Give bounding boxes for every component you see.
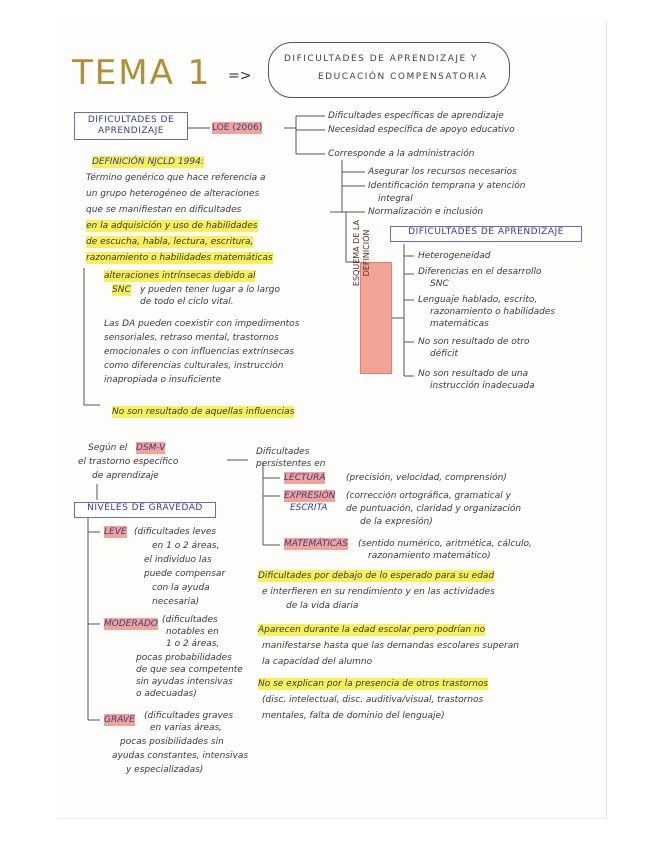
esquema-box: DIFICULTADES DE APRENDIZAJE	[390, 226, 582, 242]
dsm-label: DSM-V	[136, 443, 166, 453]
bullet-1-line-1: Dificultades por debajo de lo esperado para su edad	[258, 571, 495, 581]
bullet-2-line-2: manifestarse hasta que las demandas escolares superan	[262, 641, 519, 651]
no-resultado: No son resultado de aquellas influencias	[112, 407, 295, 417]
area-expresion-desc-2: de puntuación, claridad y organización	[346, 504, 522, 514]
grave-5: y especializadas)	[126, 765, 204, 775]
dsm-intro-3: de aprendizaje	[92, 471, 159, 481]
leve-6: necesaria)	[152, 597, 200, 607]
esquema-item-7: No son resultado de otro	[418, 337, 530, 347]
coexistir-1: Las DA pueden coexistir con impedimentos	[104, 319, 300, 329]
area-matematicas-desc-2: razonamiento matemático)	[368, 551, 491, 561]
coexistir-2: sensoriales, retraso mental, trastornos	[104, 333, 279, 343]
bullet-3-line-3: mentales, falta de dominio del lenguaje)	[262, 711, 445, 721]
leve-5: con la ayuda	[152, 583, 210, 593]
def-line-2: un grupo heterogéneo de alteraciones	[86, 189, 260, 199]
esquema-item-5: razonamiento o habilidades	[430, 307, 556, 317]
loe-label: LOE (2006)	[212, 123, 263, 133]
bullet-3-line-1: No se explican por la presencia de otros trastornos	[258, 679, 489, 689]
box-line-2: APRENDIZAJE	[97, 126, 164, 136]
bullet-1-line-2: e interfieren en su rendimiento y en las actividades	[262, 587, 495, 597]
grave-2: en varias áreas,	[150, 723, 223, 733]
admin-item-3: integral	[378, 194, 413, 204]
dsm-intro-1: Según el	[88, 443, 128, 453]
area-lectura-desc: (precisión, velocidad, comprensión)	[346, 473, 507, 483]
def-line-3: que se manifiestan en dificultades	[86, 205, 242, 215]
implies-arrow: =>	[228, 68, 252, 84]
esquema-vertical-label: ESQUEMA DE LA DEFINICIÓN	[352, 219, 371, 287]
esquema-item-9: No son resultado de una	[418, 369, 529, 379]
esquema-item-10: instrucción inadecuada	[430, 381, 535, 391]
subject-cloud	[268, 42, 510, 98]
area-matematicas-desc-1: (sentido numérico, aritmética, cálculo,	[358, 539, 532, 549]
dificultades-persistentes-2: persistentes en	[256, 459, 326, 469]
dificultades-box	[74, 112, 188, 140]
leve-2: en 1 o 2 áreas,	[152, 541, 220, 551]
loe-item-1: Dificultades específicas de aprendizaje	[328, 111, 504, 121]
moderado-2: notables en	[166, 627, 219, 637]
bullet-2-line-1: Aparecen durante la edad escolar pero podrían no	[258, 625, 486, 635]
grave-3: pocas posibilidades sin	[120, 737, 224, 747]
leve-4: puede compensar	[144, 569, 226, 579]
grave-label: GRAVE	[104, 715, 135, 725]
moderado-label: MODERADO	[104, 619, 158, 629]
def-line-5: de escucha, habla, lectura, escritura,	[86, 237, 254, 247]
bullet-3-line-2: (disc. intelectual, disc. auditiva/visual, trastornos	[262, 695, 484, 705]
esquema-item-8: déficit	[430, 349, 459, 359]
intrinsecas-3: y pueden tener lugar a lo largo	[140, 285, 280, 295]
esquema-item-4: Lenguaje hablado, escrito,	[418, 295, 538, 305]
leve-label: LEVE	[104, 527, 127, 537]
bullet-1-line-3: de la vida diaria	[286, 601, 359, 611]
admin-item-2: Identificación temprana y atención	[368, 181, 526, 191]
area-escrita: ESCRITA	[290, 503, 328, 513]
area-matematicas: MATEMÁTICAS	[284, 539, 349, 549]
leve-1: (dificultades leves	[134, 527, 217, 537]
leve-3: el individuo las	[144, 555, 212, 565]
gravedad-box: NIVELES DE GRAVEDAD	[74, 502, 216, 518]
admin-item-4: Normalización e inclusión	[368, 207, 484, 217]
cloud-line-2: EDUCACIÓN COMPENSATORIA	[318, 72, 488, 82]
area-lectura: LECTURA	[284, 473, 326, 483]
definicion-label: DEFINICIÓN NJCLD 1994:	[92, 157, 204, 167]
moderado-7: o adecuadas)	[136, 689, 197, 699]
def-line-6: razonamiento o habilidades matemáticas	[86, 253, 273, 263]
grave-4: ayudas constantes, intensivas	[112, 751, 249, 761]
intrinsecas-4: de todo el ciclo vital.	[140, 297, 234, 307]
loe-item-2: Necesidad específica de apoyo educativo	[328, 125, 515, 135]
def-line-1: Término genérico que hace referencia a	[86, 173, 266, 183]
intrinsecas-1: alteraciones intrínsecas debido al	[104, 271, 256, 281]
esquema-item-3: SNC	[430, 279, 449, 289]
area-expresion-desc-3: de la expresión)	[360, 517, 433, 527]
moderado-6: sin ayudas intensivas	[136, 677, 233, 687]
esquema-item-2: Diferencias en el desarrollo	[418, 267, 542, 277]
esquema-item-1: Heterogeneidad	[418, 251, 491, 261]
dsm-intro-2: el trastorno específico	[78, 457, 179, 467]
coexistir-3: emocionales o con influencias extrínsecas	[104, 347, 295, 357]
cloud-line-1: DIFICULTADES DE APRENDIZAJE Y	[284, 54, 479, 64]
loe-item-3: Corresponde a la administración	[328, 149, 475, 159]
box-line-1: DIFICULTADES DE	[87, 115, 175, 125]
area-expresion: EXPRESIÓN	[284, 491, 336, 501]
grave-1: (dificultades graves	[144, 711, 234, 721]
bullet-2-line-3: la capacidad del alumno	[262, 657, 373, 667]
moderado-3: 1 o 2 áreas,	[166, 639, 220, 649]
page-title: TEMA 1	[72, 53, 212, 93]
moderado-1: (dificultades	[162, 615, 218, 625]
intrinsecas-2: SNC	[112, 285, 131, 295]
moderado-5: de que sea competente	[136, 665, 243, 675]
coexistir-4: como diferencias culturales, instrucción	[104, 361, 284, 371]
moderado-4: pocas probabilidades	[136, 653, 232, 663]
esquema-item-6: matemáticas	[430, 319, 489, 329]
dificultades-persistentes-1: Dificultades	[256, 447, 310, 457]
coexistir-5: inapropiada o insuficiente	[104, 375, 221, 385]
area-expresion-desc-1: (corrección ortográfica, gramatical y	[346, 491, 511, 501]
admin-item-1: Asegurar los recursos necesarios	[368, 167, 517, 177]
def-line-4: en la adquisición y uso de habilidades	[86, 221, 258, 231]
